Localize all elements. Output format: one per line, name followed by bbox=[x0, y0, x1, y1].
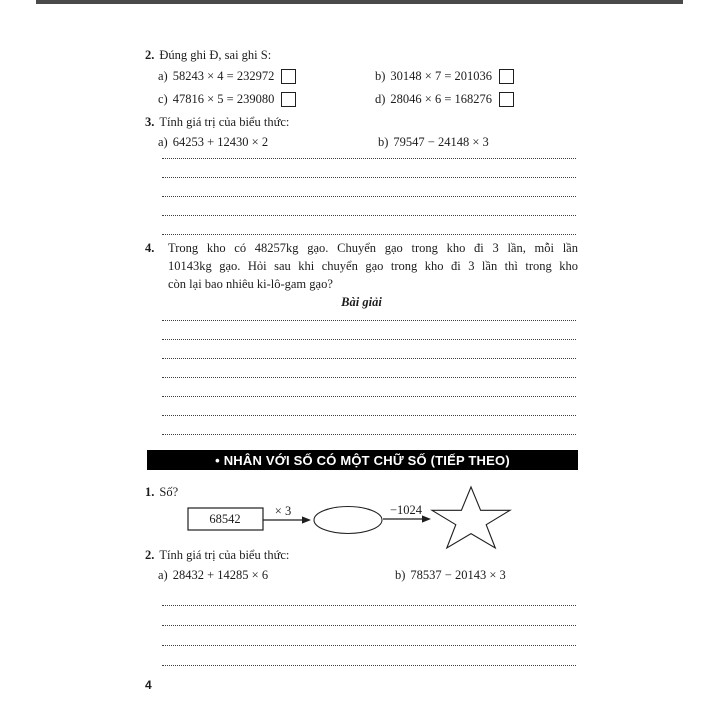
expression-items bbox=[145, 565, 578, 585]
subtract-op-label: −1024 bbox=[389, 503, 423, 517]
exercise-title: Tính giá trị của biểu thức: bbox=[159, 115, 290, 129]
exercise-3-evaluate bbox=[145, 113, 578, 235]
exercise-number: 2. bbox=[145, 48, 155, 62]
subtract-arrow-head-icon bbox=[422, 515, 431, 522]
item-label: b) bbox=[375, 69, 386, 83]
item-label: a) bbox=[158, 134, 168, 149]
answer-line[interactable] bbox=[162, 378, 576, 397]
answer-checkbox[interactable] bbox=[281, 92, 296, 107]
exercise-title: Số? bbox=[159, 485, 179, 499]
expression: 64253 + 12430 × 2 bbox=[172, 134, 269, 149]
expression: 28046 × 6 = 168276 bbox=[390, 92, 493, 106]
answer-lines-ex3 bbox=[162, 152, 576, 235]
exercise-1-heading bbox=[145, 483, 578, 502]
answer-line[interactable] bbox=[162, 152, 576, 159]
item-label: c) bbox=[158, 92, 168, 106]
page-top-edge bbox=[36, 0, 683, 4]
true-false-items bbox=[145, 65, 578, 111]
exercise-1-number-chain bbox=[145, 483, 578, 553]
answer-checkbox[interactable] bbox=[281, 69, 296, 84]
exercise-number: 4. bbox=[145, 241, 155, 255]
exercise-2-evaluate-s2 bbox=[145, 546, 578, 666]
answer-lines-ex4 bbox=[162, 311, 576, 435]
answer-lines-s2ex2 bbox=[162, 585, 576, 666]
expression: 78537 − 20143 × 3 bbox=[410, 567, 506, 582]
multiply-op-label: × 3 bbox=[274, 504, 292, 518]
answer-oval[interactable] bbox=[314, 507, 382, 534]
expr-item-b bbox=[378, 132, 578, 152]
answer-checkbox[interactable] bbox=[499, 92, 514, 107]
expression: 30148 × 7 = 201036 bbox=[390, 69, 493, 83]
expression: 28432 + 14285 × 6 bbox=[172, 567, 269, 582]
tf-item-d bbox=[375, 88, 578, 111]
answer-line[interactable] bbox=[162, 311, 576, 321]
answer-line[interactable] bbox=[162, 359, 576, 378]
item-label: b) bbox=[395, 567, 406, 582]
tf-item-b bbox=[375, 65, 578, 88]
start-number-value: 68542 bbox=[209, 512, 241, 526]
page-number: 4 bbox=[145, 678, 152, 692]
exercise-4-word-problem bbox=[145, 239, 578, 435]
item-label: b) bbox=[378, 134, 389, 149]
expr-item-a bbox=[158, 132, 378, 152]
answer-line[interactable] bbox=[162, 585, 576, 606]
expression: 47816 × 5 = 239080 bbox=[172, 92, 275, 106]
answer-line[interactable] bbox=[162, 397, 576, 416]
answer-line[interactable] bbox=[162, 606, 576, 626]
answer-checkbox[interactable] bbox=[499, 69, 514, 84]
exercise-title: Đúng ghi Đ, sai ghi S: bbox=[159, 48, 272, 62]
section-banner-title: • NHÂN VỚI SỐ CÓ MỘT CHỮ SỐ (TIẾP THEO) bbox=[215, 452, 510, 468]
exercise-2-heading bbox=[145, 46, 578, 65]
exercise-3-heading bbox=[145, 113, 578, 132]
expr-item-b bbox=[395, 565, 578, 585]
multiply-arrow-head-icon bbox=[302, 516, 311, 523]
expression: 79547 − 24148 × 3 bbox=[393, 134, 489, 149]
solution-heading: Bài giải bbox=[341, 295, 382, 309]
exercise-title: Tính giá trị của biểu thức: bbox=[159, 548, 290, 562]
exercise-2-true-false bbox=[145, 46, 578, 111]
expression: 58243 × 4 = 232972 bbox=[172, 69, 275, 83]
answer-line[interactable] bbox=[162, 197, 576, 216]
item-label: d) bbox=[375, 92, 386, 106]
answer-line[interactable] bbox=[162, 340, 576, 359]
problem-text-line: Trong kho có 48257kg gạo. Chuyển gạo trong kho đi 3 lần, mỗi lần bbox=[168, 241, 578, 255]
answer-line[interactable] bbox=[162, 178, 576, 197]
exercise-number: 2. bbox=[145, 548, 155, 562]
problem-text-line: 10143kg gạo. Hỏi sau khi chuyển gạo trong kho đi 3 lần thì trong kho bbox=[168, 259, 578, 273]
expression-items bbox=[145, 132, 578, 152]
expr-item-a bbox=[158, 565, 395, 585]
exercise-number: 1. bbox=[145, 485, 155, 499]
item-label: a) bbox=[158, 69, 168, 83]
item-label: a) bbox=[158, 567, 168, 582]
section-banner bbox=[147, 450, 578, 470]
answer-line[interactable] bbox=[162, 646, 576, 666]
answer-line[interactable] bbox=[162, 626, 576, 646]
answer-line[interactable] bbox=[162, 416, 576, 435]
tf-item-c bbox=[158, 88, 375, 111]
tf-item-a bbox=[158, 65, 375, 88]
problem-text-line: còn lại bao nhiêu ki-lô-gam gạo? bbox=[168, 277, 333, 291]
answer-line[interactable] bbox=[162, 159, 576, 178]
answer-line[interactable] bbox=[162, 216, 576, 235]
problem-paragraph bbox=[145, 239, 578, 293]
answer-line[interactable] bbox=[162, 321, 576, 340]
exercise-number: 3. bbox=[145, 115, 155, 129]
